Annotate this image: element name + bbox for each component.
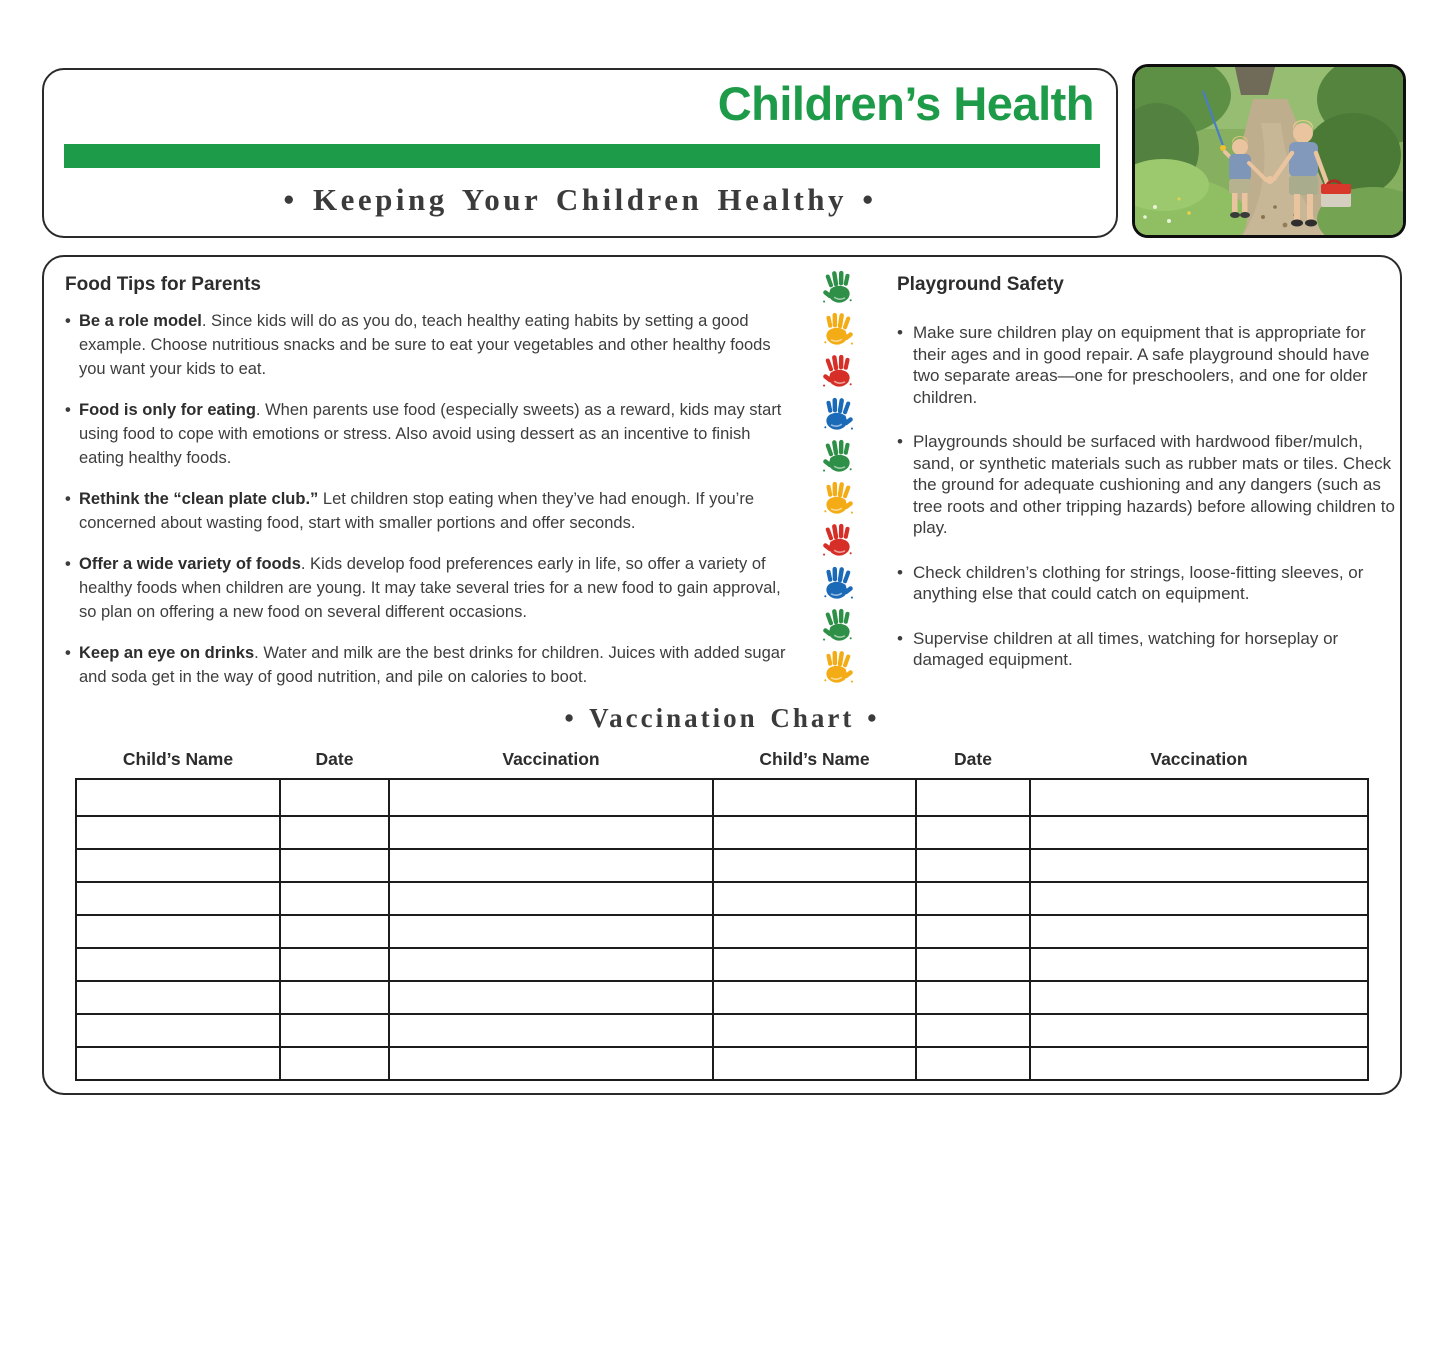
- table-cell: [76, 1047, 280, 1080]
- table-cell: [916, 981, 1030, 1014]
- table-cell: [916, 948, 1030, 981]
- table-cell: [389, 816, 713, 849]
- table-row: [76, 1047, 1368, 1080]
- column-header: Date: [954, 749, 992, 769]
- table-cell: [76, 779, 280, 816]
- table-cell: [713, 1014, 916, 1047]
- content-panel: [42, 255, 1402, 1095]
- table-row: [76, 816, 1368, 849]
- table-cell: [916, 915, 1030, 948]
- paint-handprint-icon: [819, 564, 857, 602]
- table-cell: [713, 1047, 916, 1080]
- table-row: [76, 948, 1368, 981]
- table-cell: [389, 948, 713, 981]
- header-panel: [42, 68, 1118, 238]
- table-cell: [389, 849, 713, 882]
- food-tip-text: . Kids develop food preferences early in life, so offer a variety of healthy foods when children are young. It may take several tries for a new food to gain approval, so plan on offering a new food on several different occasions.: [79, 555, 781, 621]
- table-cell: [713, 948, 916, 981]
- table-cell: [389, 1047, 713, 1080]
- table-cell: [916, 849, 1030, 882]
- table-cell: [76, 849, 280, 882]
- paint-handprint-icon: [819, 606, 857, 644]
- table-cell: [1030, 1014, 1368, 1047]
- table-cell: [389, 981, 713, 1014]
- paint-handprint-icon: [819, 479, 857, 517]
- table-cell: [280, 816, 389, 849]
- paint-handprint-icon: [819, 395, 857, 433]
- table-cell: [916, 779, 1030, 816]
- table-cell: [280, 1014, 389, 1047]
- table-cell: [1030, 882, 1368, 915]
- food-tips-list: [65, 309, 799, 689]
- accent-bar: [64, 144, 1100, 168]
- playground-safety-section: [897, 274, 1399, 694]
- table-cell: [76, 915, 280, 948]
- table-cell: [1030, 816, 1368, 849]
- paint-handprint-icon: [819, 268, 857, 306]
- food-tip-item: [65, 398, 799, 470]
- food-tip-text: Let children stop eating when they’ve had enough. If you’re concerned about wasting food, start with smaller portions and offer seconds.: [79, 490, 755, 532]
- table-row: [76, 915, 1368, 948]
- playground-safety-item: • Playgrounds should be surfaced with hardwood fiber/mulch, sand, or synthetic materials such as rubber mats or tiles. Check the ground for adequate cushioning and any dangers (such as tree roots and other tripping hazards) before allowing children to play.: [897, 431, 1399, 539]
- column-header: Date: [315, 749, 354, 769]
- table-cell: [280, 1047, 389, 1080]
- children-photo: [1132, 64, 1406, 238]
- food-tip-lead: Offer a wide variety of foods: [79, 555, 301, 573]
- table-row: [76, 981, 1368, 1014]
- table-cell: [1030, 981, 1368, 1014]
- table-cell: [280, 779, 389, 816]
- food-tip-lead: Keep an eye on drinks: [79, 644, 255, 662]
- table-cell: [916, 1014, 1030, 1047]
- table-cell: [713, 981, 916, 1014]
- table-row: [76, 882, 1368, 915]
- column-header: Vaccination: [502, 749, 600, 769]
- food-tips-heading: Food Tips for Parents: [65, 274, 262, 295]
- table-cell: [76, 882, 280, 915]
- table-row: [76, 1014, 1368, 1047]
- table-cell: [76, 948, 280, 981]
- column-header: Child’s Name: [122, 749, 234, 769]
- paint-handprint-icon: [819, 352, 857, 390]
- table-cell: [389, 779, 713, 816]
- vaccination-chart-title: • Vaccination Chart •: [564, 703, 880, 733]
- food-tip-lead: Food is only for eating: [79, 401, 256, 419]
- food-tip-text: . Since kids will do as you do, teach healthy eating habits by setting a good example. Choose nutritious snacks and be sure to eat your vegetables and other healthy foods you want your kids to eat.: [79, 312, 771, 378]
- vaccination-table: [75, 749, 1369, 1081]
- paint-handprint-icon: [819, 437, 857, 475]
- page-title: Children’s Health: [717, 77, 1094, 130]
- table-cell: [389, 882, 713, 915]
- table-cell: [280, 849, 389, 882]
- table-cell: [280, 948, 389, 981]
- table-cell: [713, 849, 916, 882]
- food-tip-item: [65, 552, 799, 624]
- table-cell: [916, 882, 1030, 915]
- column-header: Child’s Name: [759, 749, 870, 769]
- table-row: [76, 779, 1368, 816]
- food-tips-section: [65, 274, 799, 706]
- table-cell: [76, 1014, 280, 1047]
- playground-safety-item: • Check children’s clothing for strings, loose-fitting sleeves, or anything else that could catch on equipment.: [897, 562, 1399, 605]
- table-cell: [916, 1047, 1030, 1080]
- paint-handprint-icon: [819, 521, 857, 559]
- table-cell: [713, 882, 916, 915]
- vaccination-table-header-row: [76, 749, 1368, 779]
- playground-safety-item: • Supervise children at all times, watching for horseplay or damaged equipment.: [897, 628, 1399, 671]
- playground-safety-heading: Playground Safety: [897, 274, 1064, 295]
- vaccination-table-body: [76, 779, 1368, 1080]
- playground-safety-list: [897, 322, 1399, 671]
- table-cell: [713, 816, 916, 849]
- table-cell: [1030, 948, 1368, 981]
- playground-safety-item: • Make sure children play on equipment that is appropriate for their ages and in good repair. A safe playground should have two separate areas—one for preschoolers, and one for older children.: [897, 322, 1399, 408]
- paint-handprint-icon: [819, 310, 857, 348]
- table-cell: [1030, 849, 1368, 882]
- table-cell: [1030, 915, 1368, 948]
- table-cell: [76, 816, 280, 849]
- food-tip-item: [65, 641, 799, 689]
- table-cell: [1030, 779, 1368, 816]
- table-cell: [713, 915, 916, 948]
- table-cell: [389, 915, 713, 948]
- food-tip-text: . When parents use food (especially sweets) as a reward, kids may start using food to cope with emotions or stress. Also avoid using dessert as an incentive to finish eating healthy foods.: [79, 401, 782, 467]
- photo-illustration: [1135, 67, 1406, 235]
- food-tip-text: . Water and milk are the best drinks for children. Juices with added sugar and soda get in the way of good nutrition, and pile on calories to boot.: [79, 644, 786, 686]
- food-tip-lead: Rethink the “clean plate club.”: [79, 490, 319, 508]
- food-tip-lead: Be a role model: [79, 312, 202, 330]
- table-row: [76, 849, 1368, 882]
- table-cell: [916, 816, 1030, 849]
- column-header: Vaccination: [1150, 749, 1248, 769]
- table-cell: [389, 1014, 713, 1047]
- table-cell: [280, 882, 389, 915]
- handprint-column: [812, 268, 864, 686]
- food-tip-item: [65, 309, 799, 381]
- table-cell: [280, 981, 389, 1014]
- table-cell: [280, 915, 389, 948]
- table-cell: [76, 981, 280, 1014]
- page-subtitle: • Keeping Your Children Healthy •: [283, 182, 877, 217]
- table-cell: [713, 779, 916, 816]
- paint-handprint-icon: [819, 648, 857, 686]
- food-tip-item: [65, 487, 799, 535]
- table-cell: [1030, 1047, 1368, 1080]
